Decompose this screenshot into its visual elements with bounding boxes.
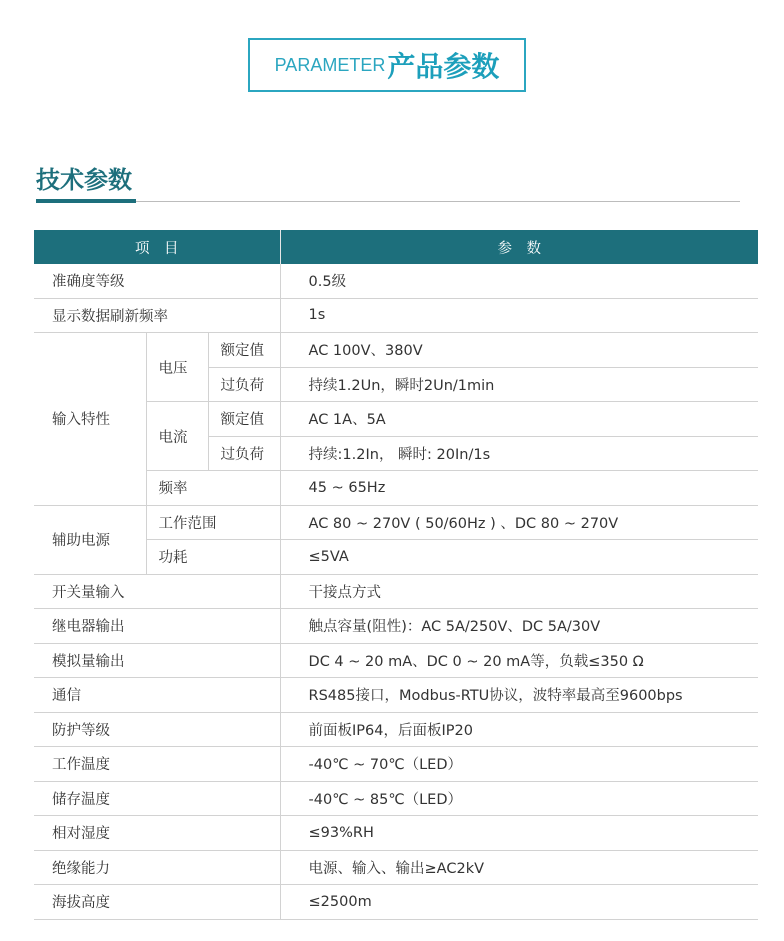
row-value: DC 4 ~ 20 mA、DC 0 ~ 20 mA等，负载≤350 Ω bbox=[280, 643, 758, 678]
table-row bbox=[34, 298, 758, 333]
row-value: ≤5VA bbox=[280, 540, 758, 575]
row-label: 准确度等级 bbox=[34, 264, 280, 298]
header-param: 参 数 bbox=[280, 230, 758, 264]
row-value: AC 100V、380V bbox=[280, 333, 758, 368]
row-value: -40℃ ~ 70℃（LED） bbox=[280, 747, 758, 782]
row-label: 工作温度 bbox=[34, 747, 280, 782]
table-row bbox=[34, 643, 758, 678]
banner-chinese-title: 产品参数 bbox=[387, 50, 500, 83]
sub-sub-label: 过负荷 bbox=[208, 436, 280, 471]
table-row bbox=[34, 781, 758, 816]
row-label: 相对湿度 bbox=[34, 816, 280, 851]
header-item: 项 目 bbox=[34, 230, 280, 264]
row-value: 1s bbox=[280, 298, 758, 333]
table-row bbox=[34, 333, 758, 368]
table-row bbox=[34, 574, 758, 609]
row-label: 继电器输出 bbox=[34, 609, 280, 644]
table-row bbox=[34, 747, 758, 782]
row-label: 输入特性 bbox=[34, 333, 146, 506]
row-value: ≤93%RH bbox=[280, 816, 758, 851]
sub-label: 电压 bbox=[146, 333, 208, 402]
table-row bbox=[34, 850, 758, 885]
row-value: 持续1.2Un，瞬时2Un/1min bbox=[280, 367, 758, 402]
row-value: AC 1A、5A bbox=[280, 402, 758, 437]
section-divider bbox=[36, 201, 740, 202]
table-row bbox=[34, 816, 758, 851]
row-label: 防护等级 bbox=[34, 712, 280, 747]
table-row bbox=[34, 885, 758, 920]
table-row bbox=[34, 609, 758, 644]
row-value: 干接点方式 bbox=[280, 574, 758, 609]
row-label: 绝缘能力 bbox=[34, 850, 280, 885]
section-title: 技术参数 bbox=[36, 166, 132, 194]
table-row bbox=[34, 264, 758, 298]
row-label: 开关量输入 bbox=[34, 574, 280, 609]
row-value: 电源、输入、输出≥AC2kV bbox=[280, 850, 758, 885]
row-value: 前面板IP64，后面板IP20 bbox=[280, 712, 758, 747]
spec-table bbox=[34, 230, 758, 920]
row-label: 显示数据刷新频率 bbox=[34, 298, 280, 333]
sub-label: 功耗 bbox=[146, 540, 280, 575]
sub-sub-label: 过负荷 bbox=[208, 367, 280, 402]
sub-sub-label: 额定值 bbox=[208, 333, 280, 368]
row-label: 模拟量输出 bbox=[34, 643, 280, 678]
row-label: 通信 bbox=[34, 678, 280, 713]
table-header-row bbox=[34, 230, 758, 264]
table-row bbox=[34, 505, 758, 540]
row-value: -40℃ ~ 85℃（LED） bbox=[280, 781, 758, 816]
row-value: 触点容量(阻性)：AC 5A/250V、DC 5A/30V bbox=[280, 609, 758, 644]
sub-label: 电流 bbox=[146, 402, 208, 471]
parameter-banner bbox=[248, 38, 526, 92]
row-value: ≤2500m bbox=[280, 885, 758, 920]
table-row bbox=[34, 678, 758, 713]
row-value: 0.5级 bbox=[280, 264, 758, 298]
row-value: RS485接口，Modbus-RTU协议，波特率最高至9600bps bbox=[280, 678, 758, 713]
section-divider-accent bbox=[36, 199, 136, 203]
banner-english-title: PARAMETER bbox=[274, 54, 386, 75]
row-value: 45 ~ 65Hz bbox=[280, 471, 758, 506]
row-label: 储存温度 bbox=[34, 781, 280, 816]
sub-label: 工作范围 bbox=[146, 505, 280, 540]
row-value: AC 80 ~ 270V ( 50/60Hz ) 、DC 80 ~ 270V bbox=[280, 505, 758, 540]
row-label: 海拔高度 bbox=[34, 885, 280, 920]
table-row bbox=[34, 712, 758, 747]
sub-label: 频率 bbox=[146, 471, 280, 506]
row-value: 持续:1.2In， 瞬时: 20In/1s bbox=[280, 436, 758, 471]
sub-sub-label: 额定值 bbox=[208, 402, 280, 437]
row-label: 辅助电源 bbox=[34, 505, 146, 574]
